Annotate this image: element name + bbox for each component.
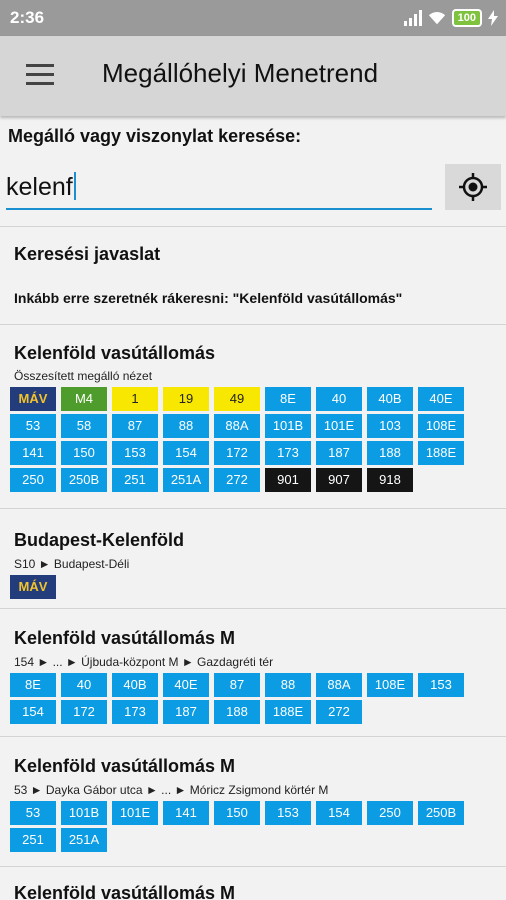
route-chip[interactable]: 58 [61,414,107,438]
route-chip[interactable]: 108E [418,414,464,438]
route-chip[interactable]: 108E [367,673,413,697]
route-chip[interactable]: 187 [316,441,362,465]
route-chip[interactable]: 87 [112,414,158,438]
stop-subtitle: Összesített megálló nézet [14,369,153,383]
route-chips [10,575,496,599]
stop-name: Kelenföld vasútállomás [14,343,216,363]
route-chip[interactable]: 251 [112,468,158,492]
route-chip[interactable]: 250 [367,801,413,825]
page-title: Megállóhelyi Menetrend [102,58,379,88]
route-chip[interactable]: 188E [418,441,464,465]
route-chip[interactable]: 40B [112,673,158,697]
route-chip[interactable]: 88 [265,673,311,697]
route-chip[interactable]: 101E [316,414,362,438]
route-chip[interactable]: 40 [61,673,107,697]
route-chip[interactable]: 150 [61,441,107,465]
route-chip[interactable]: 187 [163,700,209,724]
route-chip[interactable]: 172 [214,441,260,465]
route-chip[interactable]: 88A [214,414,260,438]
route-chip[interactable]: 8E [10,673,56,697]
route-chip[interactable]: 153 [112,441,158,465]
route-chip[interactable]: 8E [265,387,311,411]
menu-button[interactable] [26,64,54,86]
route-chip[interactable]: 53 [10,801,56,825]
route-chip[interactable]: 103 [367,414,413,438]
route-chip[interactable]: MÁV [10,575,56,599]
route-chips [10,387,496,492]
route-chip[interactable]: 154 [10,700,56,724]
route-chip[interactable]: 173 [265,441,311,465]
text-caret [74,172,76,200]
status-bar [0,0,506,36]
route-chip[interactable]: 251A [61,828,107,852]
route-chip[interactable]: 19 [163,387,209,411]
route-chip[interactable]: 87 [214,673,260,697]
route-chip[interactable]: 153 [265,801,311,825]
route-chip[interactable]: 188 [367,441,413,465]
status-time: 2:36 [10,8,45,27]
route-chip[interactable]: 88 [163,414,209,438]
wifi-icon [428,10,446,26]
route-chip[interactable]: M4 [61,387,107,411]
route-chip[interactable]: 188E [265,700,311,724]
suggestion-heading: Keresési javaslat [14,244,161,264]
suggestion-link[interactable]: Inkább erre szeretnék rákeresni: "Kelenföld vasútállomás" [14,290,403,306]
route-chip[interactable]: 40 [316,387,362,411]
stop-name: Kelenföld vasútállomás M [14,883,236,900]
route-chip[interactable]: 250B [418,801,464,825]
route-chip[interactable]: MÁV [10,387,56,411]
route-chip[interactable]: 1 [112,387,158,411]
battery-icon: 100 [452,9,482,27]
stop-name: Kelenföld vasútállomás M [14,628,236,648]
stop-subtitle: 53 ► Dayka Gábor utca ► ... ► Móricz Zsigmond körtér M [14,783,329,797]
route-chip[interactable]: 173 [112,700,158,724]
route-chip[interactable]: 141 [10,441,56,465]
route-chip[interactable]: 907 [316,468,362,492]
route-chip[interactable]: 251A [163,468,209,492]
stop-subtitle: S10 ► Budapest-Déli [14,557,130,571]
stop-card[interactable] [0,325,506,505]
route-chip[interactable]: 53 [10,414,56,438]
route-chip[interactable]: 141 [163,801,209,825]
route-chip[interactable]: 88A [316,673,362,697]
stop-name: Budapest-Kelenföld [14,530,185,550]
route-chips [10,673,496,724]
locate-button[interactable] [445,164,501,210]
charging-icon [488,10,498,26]
my-location-icon [458,172,488,202]
signal-icon [404,10,422,26]
status-icons [404,9,498,27]
route-chip[interactable]: 172 [61,700,107,724]
route-chip[interactable]: 150 [214,801,260,825]
route-chip[interactable]: 101E [112,801,158,825]
stop-card[interactable] [0,867,506,900]
route-chip[interactable]: 154 [316,801,362,825]
search-label: Megálló vagy viszonylat keresése: [8,126,302,146]
search-input[interactable] [6,166,432,210]
route-chip[interactable]: 918 [367,468,413,492]
route-chip[interactable]: 251 [10,828,56,852]
stop-name: Kelenföld vasútállomás M [14,756,236,776]
route-chip[interactable]: 101B [265,414,311,438]
app-toolbar [0,36,506,116]
route-chip[interactable]: 154 [163,441,209,465]
divider [0,226,506,227]
route-chip[interactable]: 49 [214,387,260,411]
route-chip[interactable]: 272 [214,468,260,492]
route-chip[interactable]: 40B [367,387,413,411]
route-chip[interactable]: 901 [265,468,311,492]
route-chip[interactable]: 250 [10,468,56,492]
route-chip[interactable]: 250B [61,468,107,492]
route-chip[interactable]: 101B [61,801,107,825]
route-chip[interactable]: 153 [418,673,464,697]
route-chip[interactable]: 40E [163,673,209,697]
stop-subtitle: 154 ► ... ► Újbuda-központ M ► Gazdagréti tér [14,655,274,669]
route-chips [10,801,496,852]
route-chip[interactable]: 272 [316,700,362,724]
stop-card[interactable] [0,609,506,737]
stop-card[interactable] [0,737,506,865]
route-chip[interactable]: 188 [214,700,260,724]
route-chip[interactable]: 40E [418,387,464,411]
stop-card[interactable] [0,509,506,609]
